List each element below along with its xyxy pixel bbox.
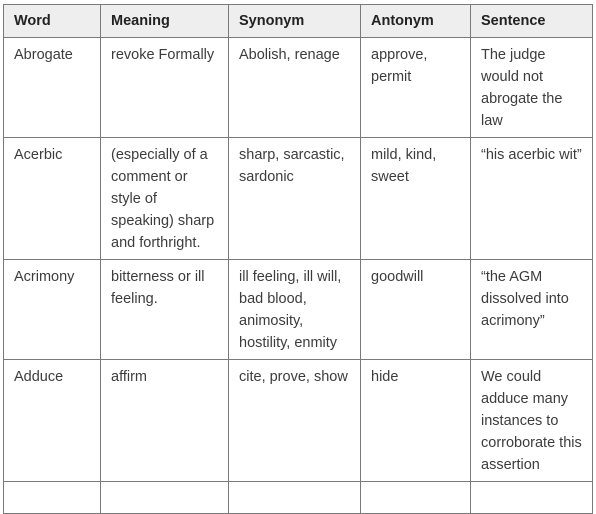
table-row-cut-off xyxy=(4,482,593,514)
sentence-cell-empty xyxy=(471,482,593,514)
meaning-cell: affirm xyxy=(101,360,229,482)
sentence-cell: The judge would not abrogate the law xyxy=(471,38,593,138)
meaning-cell: bitterness or ill feeling. xyxy=(101,260,229,360)
synonym-cell: Abolish, renage xyxy=(229,38,361,138)
meaning-cell-empty xyxy=(101,482,229,514)
table-header xyxy=(4,5,593,38)
synonym-cell: ill feeling, ill will, bad blood, animosity, hostility, enmity xyxy=(229,260,361,360)
synonym-cell-empty xyxy=(229,482,361,514)
column-header-synonym: Synonym xyxy=(229,5,361,38)
sentence-cell: “his acerbic wit” xyxy=(471,138,593,260)
header-row xyxy=(4,5,593,38)
word-cell: Acerbic xyxy=(4,138,101,260)
sentence-cell: We could adduce many instances to corroborate this assertion xyxy=(471,360,593,482)
column-header-meaning: Meaning xyxy=(101,5,229,38)
vocabulary-table xyxy=(3,4,593,514)
word-cell: Acrimony xyxy=(4,260,101,360)
antonym-cell-empty xyxy=(361,482,471,514)
antonym-cell: approve, permit xyxy=(361,38,471,138)
word-cell-empty xyxy=(4,482,101,514)
column-header-sentence: Sentence xyxy=(471,5,593,38)
synonym-cell: sharp, sarcastic, sardonic xyxy=(229,138,361,260)
sentence-cell: “the AGM dissolved into acrimony” xyxy=(471,260,593,360)
word-cell: Adduce xyxy=(4,360,101,482)
column-header-word: Word xyxy=(4,5,101,38)
meaning-cell: (especially of a comment or style of speaking) sharp and forthright. xyxy=(101,138,229,260)
antonym-cell: goodwill xyxy=(361,260,471,360)
table-body xyxy=(4,38,593,514)
antonym-cell: hide xyxy=(361,360,471,482)
table-row xyxy=(4,260,593,360)
antonym-cell: mild, kind, sweet xyxy=(361,138,471,260)
word-cell: Abrogate xyxy=(4,38,101,138)
table-row xyxy=(4,138,593,260)
meaning-cell: revoke Formally xyxy=(101,38,229,138)
table-row xyxy=(4,38,593,138)
column-header-antonym: Antonym xyxy=(361,5,471,38)
table-row xyxy=(4,360,593,482)
synonym-cell: cite, prove, show xyxy=(229,360,361,482)
